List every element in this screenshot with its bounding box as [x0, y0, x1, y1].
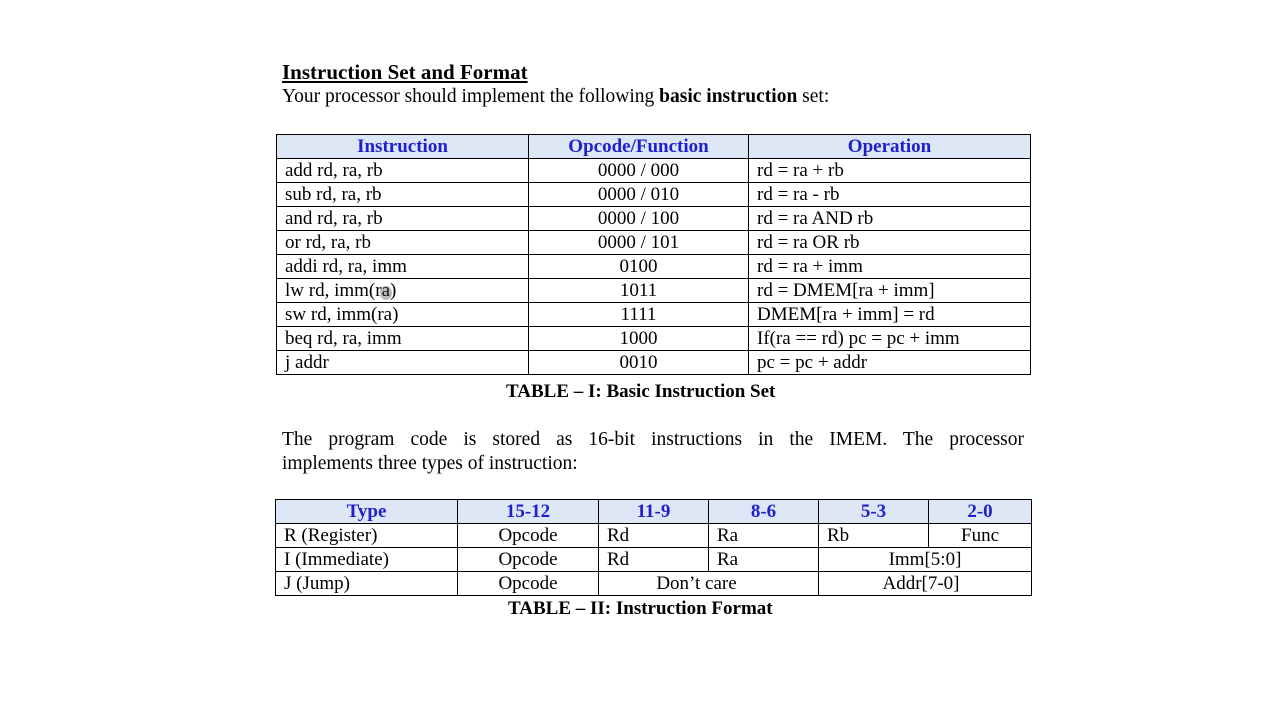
rd-field-cell: Rd	[599, 548, 709, 572]
header-bits-15-12: 15-12	[458, 500, 599, 524]
type-cell: J (Jump)	[276, 572, 458, 596]
header-bits-5-3: 5-3	[819, 500, 929, 524]
operation-cell: rd = ra + rb	[749, 159, 1031, 183]
table-row	[277, 327, 1031, 351]
table-row	[277, 303, 1031, 327]
program-code-paragraph	[282, 428, 1024, 476]
header-bits-8-6: 8-6	[709, 500, 819, 524]
instruction-cell: beq rd, ra, imm	[277, 327, 529, 351]
table-row-i-type	[276, 548, 1032, 572]
type-cell: R (Register)	[276, 524, 458, 548]
operation-cell: rd = ra + imm	[749, 255, 1031, 279]
type-cell: I (Immediate)	[276, 548, 458, 572]
intro-text-start: Your processor should implement the following	[282, 86, 660, 107]
instruction-cell: sw rd, imm(ra)	[277, 303, 529, 327]
opcode-field-cell: Opcode	[458, 572, 599, 596]
instruction-cell: sub rd, ra, rb	[277, 183, 529, 207]
instruction-format-table	[275, 499, 1032, 596]
intro-text	[282, 86, 829, 108]
rd-field-cell: Rd	[599, 524, 709, 548]
rb-field-cell: Rb	[819, 524, 929, 548]
table-header-row	[277, 135, 1031, 159]
opcode-cell: 0000 / 010	[529, 183, 749, 207]
opcode-field-cell: Opcode	[458, 524, 599, 548]
opcode-cell: 0000 / 100	[529, 207, 749, 231]
opcode-cell: 0000 / 000	[529, 159, 749, 183]
mouse-cursor-icon	[380, 286, 392, 300]
table-row	[277, 231, 1031, 255]
opcode-cell: 1111	[529, 303, 749, 327]
instruction-cell: add rd, ra, rb	[277, 159, 529, 183]
intro-text-end: set:	[797, 86, 830, 107]
header-type: Type	[276, 500, 458, 524]
table-row	[277, 207, 1031, 231]
operation-cell: DMEM[ra + imm] = rd	[749, 303, 1031, 327]
ra-field-cell: Ra	[709, 548, 819, 572]
header-bits-11-9: 11-9	[599, 500, 709, 524]
operation-cell: rd = DMEM[ra + imm]	[749, 279, 1031, 303]
opcode-cell: 1000	[529, 327, 749, 351]
header-instruction: Instruction	[277, 135, 529, 159]
header-bits-2-0: 2-0	[929, 500, 1032, 524]
header-operation: Operation	[749, 135, 1031, 159]
imm-field-cell: Imm[5:0]	[819, 548, 1032, 572]
instruction-cell: lw rd, imm(ra)	[277, 279, 529, 303]
instruction-cell: or rd, ra, rb	[277, 231, 529, 255]
opcode-cell: 1011	[529, 279, 749, 303]
table-row	[277, 255, 1031, 279]
paragraph-line-1: The program code is stored as 16-bit instructions in the IMEM. The processor	[282, 429, 1024, 450]
paragraph-line-2: implements three types of instruction:	[282, 453, 578, 474]
opcode-field-cell: Opcode	[458, 548, 599, 572]
intro-text-bold: basic instruction	[659, 86, 798, 107]
operation-cell: If(ra == rd) pc = pc + imm	[749, 327, 1031, 351]
table2-caption: TABLE – II: Instruction Format	[508, 598, 773, 619]
table-row	[277, 351, 1031, 375]
basic-instruction-table	[276, 134, 1031, 375]
instruction-cell: j addr	[277, 351, 529, 375]
table-row	[277, 159, 1031, 183]
ra-field-cell: Ra	[709, 524, 819, 548]
instruction-cell: addi rd, ra, imm	[277, 255, 529, 279]
table-row-j-type	[276, 572, 1032, 596]
table1-caption: TABLE – I: Basic Instruction Set	[506, 381, 776, 402]
operation-cell: rd = ra AND rb	[749, 207, 1031, 231]
instruction-cell: and rd, ra, rb	[277, 207, 529, 231]
table-row-r-type	[276, 524, 1032, 548]
table-header-row	[276, 500, 1032, 524]
operation-cell: rd = ra - rb	[749, 183, 1031, 207]
func-field-cell: Func	[929, 524, 1032, 548]
opcode-cell: 0100	[529, 255, 749, 279]
opcode-cell: 0010	[529, 351, 749, 375]
dont-care-cell: Don’t care	[599, 572, 819, 596]
header-opcode-function: Opcode/Function	[529, 135, 749, 159]
operation-cell: pc = pc + addr	[749, 351, 1031, 375]
opcode-cell: 0000 / 101	[529, 231, 749, 255]
table-row	[277, 183, 1031, 207]
section-heading: Instruction Set and Format	[282, 60, 528, 84]
operation-cell: rd = ra OR rb	[749, 231, 1031, 255]
addr-field-cell: Addr[7-0]	[819, 572, 1032, 596]
